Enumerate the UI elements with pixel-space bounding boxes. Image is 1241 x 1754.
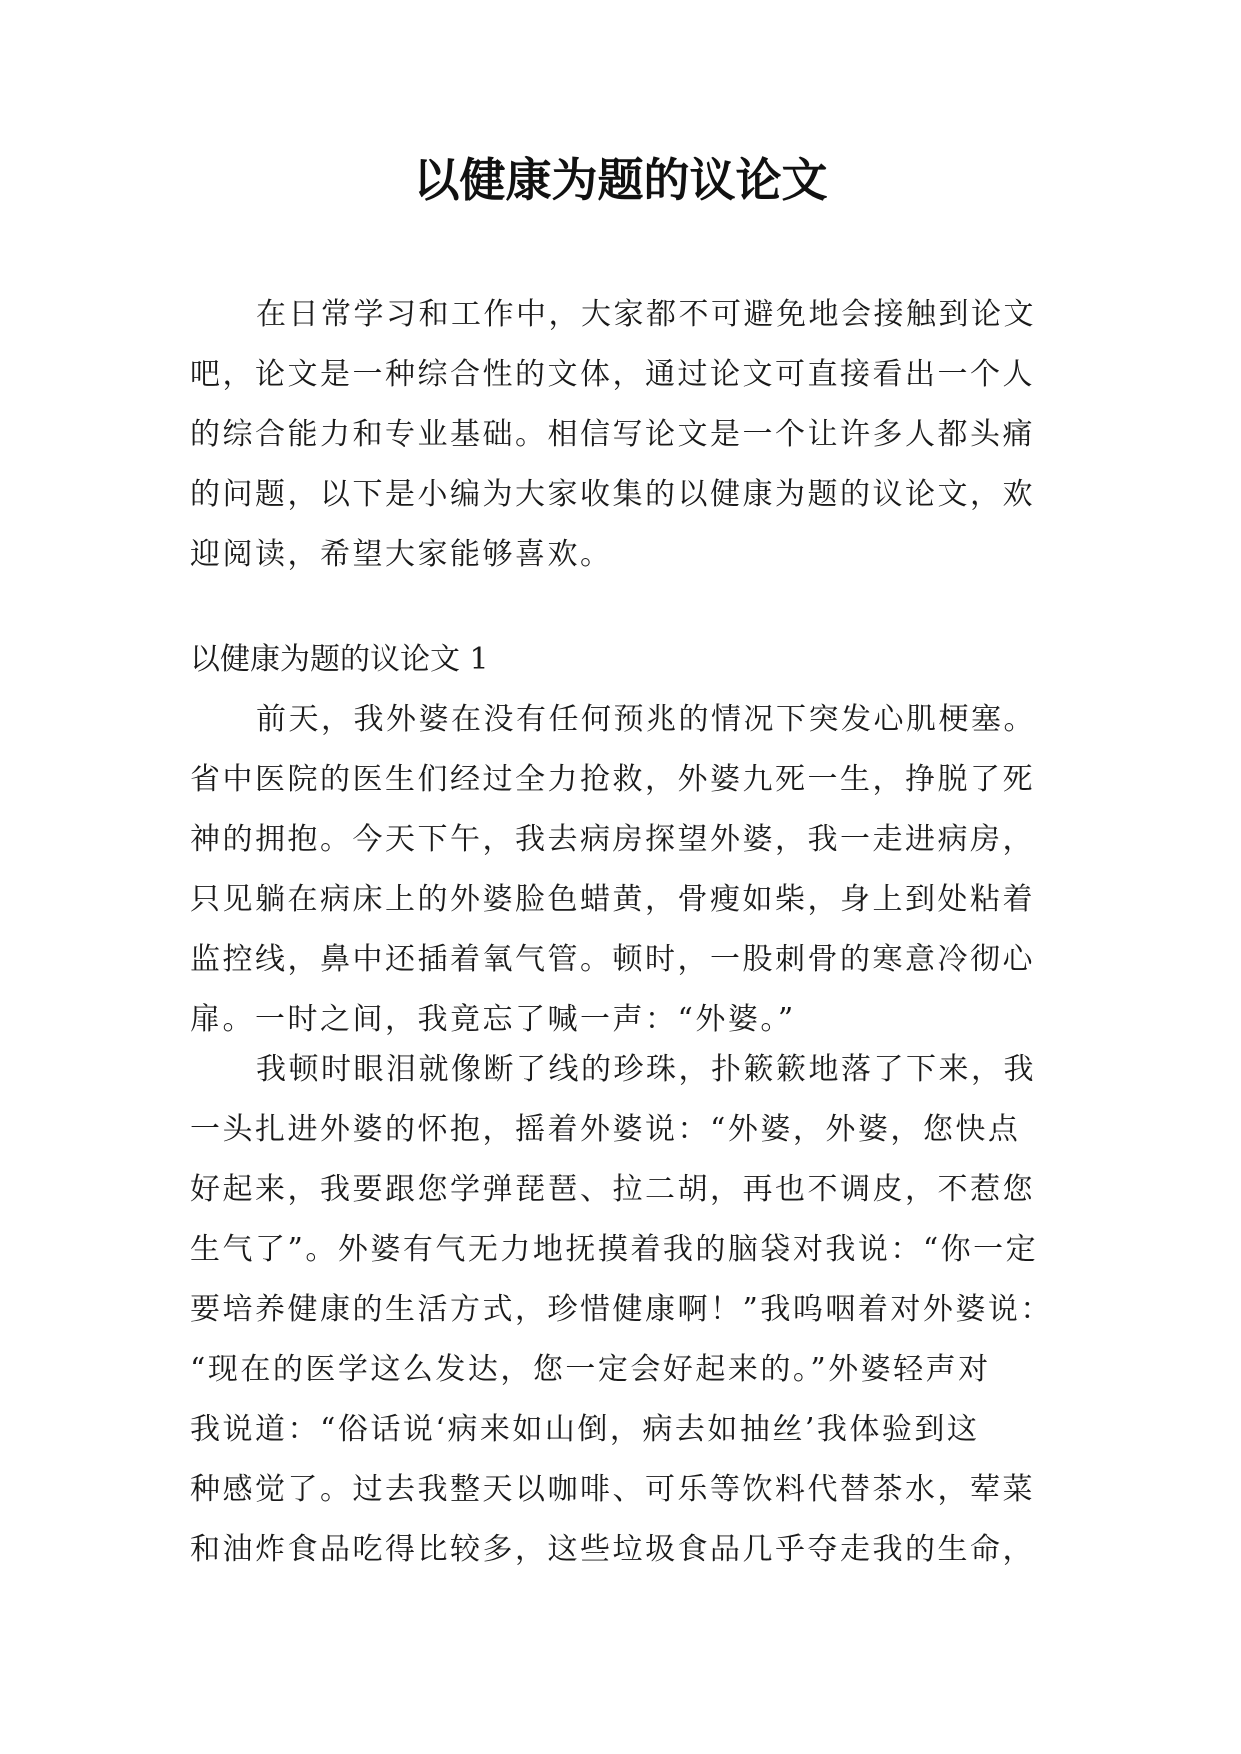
paragraph-line: 神的拥抱。今天下午，我去病房探望外婆，我一走进病房， [190,822,1035,857]
intro-paragraph [190,285,1050,585]
paragraph-line: 我顿时眼泪就像断了线的珍珠，扑簌簌地落了下来，我 [256,1052,1036,1087]
paragraph-line: 省中医院的医生们经过全力抢救，外婆九死一生，挣脱了死 [190,762,1035,797]
paragraph-line: 生气了”。外婆有气无力地抚摸着我的脑袋对我说：“你一定 [190,1232,1039,1267]
intro-line: 吧，论文是一种综合性的文体，通过论文可直接看出一个人 [190,357,1035,392]
paragraph-line: “现在的医学这么发达，您一定会好起来的。”外婆轻声对 [190,1352,991,1387]
document-title: 以健康为题的议论文 [413,153,828,207]
intro-line: 在日常学习和工作中，大家都不可避免地会接触到论文 [256,297,1036,332]
intro-line: 的综合能力和专业基础。相信写论文是一个让许多人都头痛 [190,417,1035,452]
intro-line: 迎阅读，希望大家能够喜欢。 [190,537,613,572]
paragraph-line: 和油炸食品吃得比较多，这些垃圾食品几乎夺走我的生命， [190,1532,1035,1567]
paragraph-line: 一头扎进外婆的怀抱，摇着外婆说：“外婆，外婆，您快点 [190,1112,1021,1147]
section-heading: 以健康为题的议论文 1 [190,642,489,677]
paragraph-line: 只见躺在病床上的外婆脸色蜡黄，骨瘦如柴，身上到处粘着 [190,882,1035,917]
paragraph-line: 前天，我外婆在没有任何预兆的情况下突发心肌梗塞。 [256,702,1036,737]
paragraph-line: 好起来，我要跟您学弹琵琶、拉二胡，再也不调皮，不惹您 [190,1172,1035,1207]
paragraph-line: 扉。一时之间，我竟忘了喊一声：“外婆。” [190,1002,796,1037]
paragraph-line: 监控线，鼻中还插着氧气管。顿时，一股刺骨的寒意冷彻心 [190,942,1035,977]
paragraph-line: 要培养健康的生活方式，珍惜健康啊！”我呜咽着对外婆说： [190,1292,1053,1327]
intro-line: 的问题，以下是小编为大家收集的以健康为题的议论文，欢 [190,477,1035,512]
essay-paragraph-1 [190,690,1050,1050]
essay-paragraph-2 [190,1040,1053,1580]
paragraph-line: 种感觉了。过去我整天以咖啡、可乐等饮料代替茶水，荤菜 [190,1472,1035,1507]
paragraph-line: 我说道：“俗话说‘病来如山倒，病去如抽丝’我体验到这 [190,1412,980,1447]
